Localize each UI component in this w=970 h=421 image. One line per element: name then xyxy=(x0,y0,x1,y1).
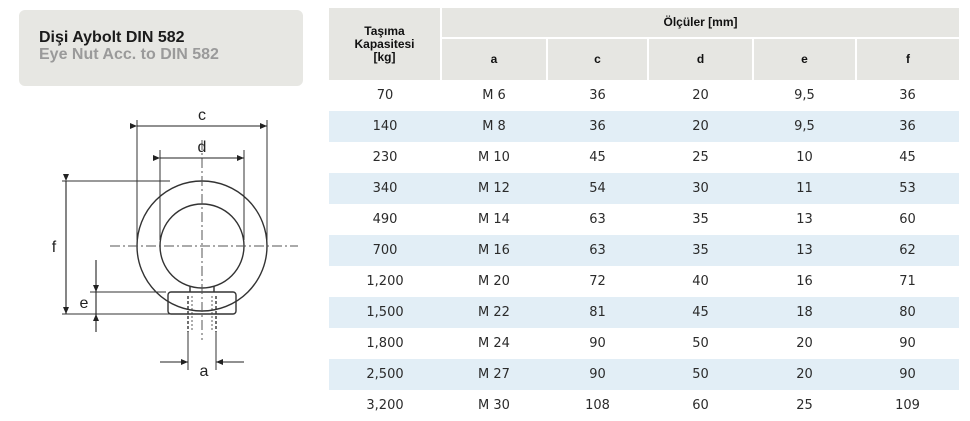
cell-c: 36 xyxy=(547,111,648,142)
cell-d: 25 xyxy=(692,150,709,165)
cell-a: M 14 xyxy=(478,212,510,227)
cell-f: 36 xyxy=(899,88,916,103)
column-header-e: e xyxy=(753,38,856,80)
cell-f: 62 xyxy=(856,235,959,266)
cell-d: 20 xyxy=(692,88,709,103)
label-d: d xyxy=(197,139,207,156)
cell-a: M 12 xyxy=(441,173,547,204)
cell-c: 63 xyxy=(589,212,606,227)
cell-capacity: 140 xyxy=(329,111,441,142)
cell-e: 9,5 xyxy=(794,88,815,103)
column-header-c: c xyxy=(547,38,648,80)
cell-e: 13 xyxy=(753,235,856,266)
cell-e: 16 xyxy=(796,274,813,289)
cell-a: M 27 xyxy=(441,359,547,390)
cell-e: 25 xyxy=(796,398,813,413)
table-row xyxy=(329,390,959,421)
cell-e: 11 xyxy=(753,173,856,204)
cell-capacity: 340 xyxy=(329,173,441,204)
cell-capacity: 1,500 xyxy=(329,297,441,328)
cell-a: M 30 xyxy=(478,398,510,413)
cell-a: M 8 xyxy=(441,111,547,142)
cell-capacity: 3,200 xyxy=(366,398,404,413)
capacity-header: Taşıma Kapasitesi [kg] xyxy=(329,8,441,80)
label-a: a xyxy=(199,363,209,380)
cell-c: 54 xyxy=(547,173,648,204)
cell-c: 90 xyxy=(547,359,648,390)
cell-f: 71 xyxy=(899,274,916,289)
cell-d: 60 xyxy=(692,398,709,413)
label-f: f xyxy=(51,239,57,256)
eye-nut-technical-drawing xyxy=(40,100,310,400)
cell-d: 20 xyxy=(648,111,753,142)
cell-f: 45 xyxy=(899,150,916,165)
cell-d: 50 xyxy=(648,359,753,390)
cell-capacity: 490 xyxy=(372,212,398,227)
column-header-f: f xyxy=(856,38,959,80)
table-row xyxy=(329,359,959,390)
cell-capacity: 1,200 xyxy=(366,274,404,289)
column-header-a: a xyxy=(441,38,547,80)
cell-capacity: 230 xyxy=(372,150,398,165)
table-row xyxy=(329,80,959,111)
label-c: c xyxy=(198,107,206,124)
cell-a: M 24 xyxy=(478,336,510,351)
table-row xyxy=(329,204,959,235)
table-row xyxy=(329,297,959,328)
product-title-english: Eye Nut Acc. to DIN 582 xyxy=(39,46,219,63)
specifications-table xyxy=(329,8,959,421)
cell-c: 63 xyxy=(547,235,648,266)
cell-c: 81 xyxy=(547,297,648,328)
cell-e: 13 xyxy=(796,212,813,227)
cell-capacity: 70 xyxy=(376,88,394,103)
cell-a: M 10 xyxy=(478,150,510,165)
cell-capacity: 2,500 xyxy=(329,359,441,390)
cell-e: 20 xyxy=(753,359,856,390)
table-row xyxy=(329,111,959,142)
cell-d: 30 xyxy=(648,173,753,204)
cell-f: 80 xyxy=(856,297,959,328)
cell-a: M 6 xyxy=(482,88,506,103)
cell-c: 72 xyxy=(589,274,606,289)
product-title-panel xyxy=(19,10,303,86)
cell-d: 35 xyxy=(648,235,753,266)
cell-f: 90 xyxy=(856,359,959,390)
cell-e: 18 xyxy=(753,297,856,328)
cell-d: 40 xyxy=(692,274,709,289)
cell-e: 9,5 xyxy=(753,111,856,142)
cell-capacity: 700 xyxy=(329,235,441,266)
dimensions-group-header: Ölçüler [mm] xyxy=(441,8,959,38)
cell-d: 35 xyxy=(692,212,709,227)
label-e: e xyxy=(79,295,89,312)
cell-f: 60 xyxy=(899,212,916,227)
cell-e: 10 xyxy=(796,150,813,165)
cell-c: 36 xyxy=(589,88,606,103)
cell-f: 90 xyxy=(899,336,916,351)
cell-e: 20 xyxy=(796,336,813,351)
cell-c: 90 xyxy=(589,336,606,351)
product-title-turkish: Dişi Aybolt DIN 582 xyxy=(39,29,185,46)
cell-capacity: 1,800 xyxy=(366,336,404,351)
column-header-d: d xyxy=(648,38,753,80)
cell-d: 45 xyxy=(648,297,753,328)
cell-f: 109 xyxy=(895,398,920,413)
cell-c: 108 xyxy=(585,398,610,413)
table-row xyxy=(329,266,959,297)
cell-a: M 20 xyxy=(478,274,510,289)
table-row xyxy=(329,142,959,173)
table-row xyxy=(329,235,959,266)
cell-f: 53 xyxy=(856,173,959,204)
cell-d: 50 xyxy=(692,336,709,351)
cell-f: 36 xyxy=(856,111,959,142)
cell-a: M 22 xyxy=(441,297,547,328)
cell-c: 45 xyxy=(589,150,606,165)
table-row xyxy=(329,173,959,204)
cell-a: M 16 xyxy=(441,235,547,266)
table-row xyxy=(329,328,959,359)
